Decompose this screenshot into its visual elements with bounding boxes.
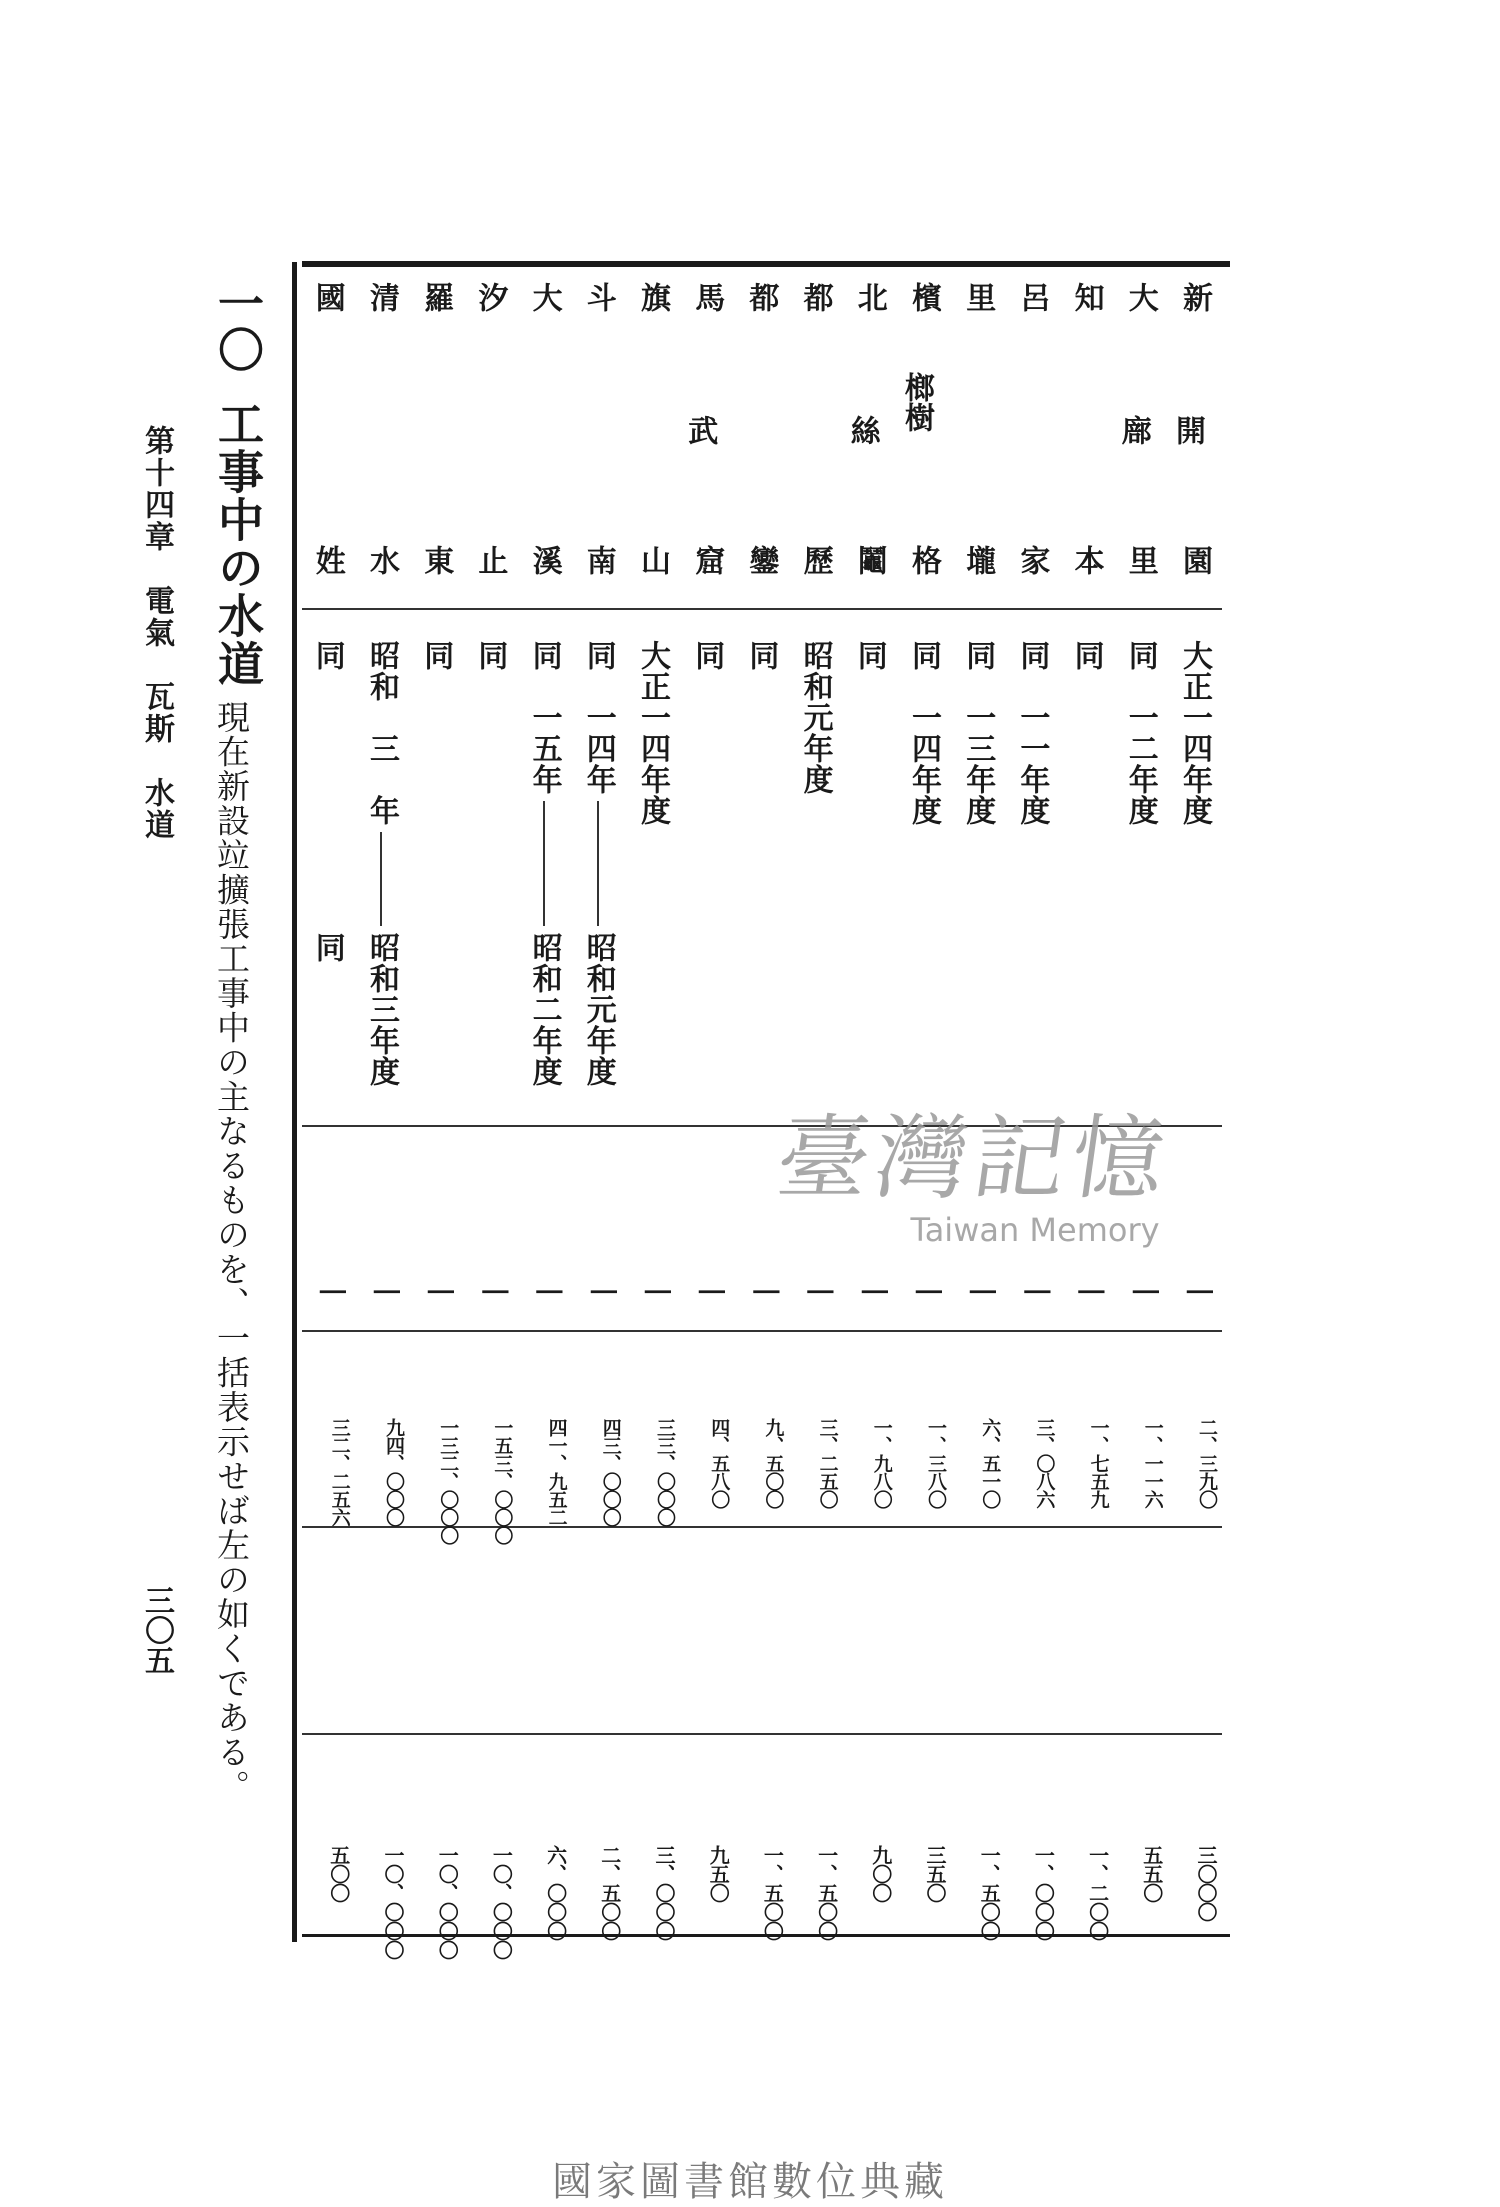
row-10-name_mid: 武 (682, 415, 718, 445)
row-11-name_bot: 山 (635, 545, 670, 575)
row-13-value: 四一、九五二 (545, 1418, 568, 1526)
row-17-name_top: 國 (309, 282, 345, 312)
row-17-mark: | (318, 1287, 349, 1297)
row-10-value: 四、五八〇 (708, 1418, 731, 1508)
row-12-period-connector (597, 801, 599, 926)
row-5-pop: 一、五〇〇 (977, 1845, 1002, 1940)
row-4-name_bot: 家 (1014, 545, 1050, 575)
rule-before-pop (302, 1733, 1222, 1735)
row-9-pop: 一、五〇〇 (760, 1845, 785, 1940)
row-17-value: 三二、二五六 (328, 1418, 351, 1526)
row-2-mark: | (1131, 1287, 1162, 1297)
row-14-value: 一五三、〇〇〇 (491, 1418, 514, 1544)
row-8-pop: 一、五〇〇 (814, 1845, 839, 1940)
row-16-period_end: 昭和三年度 (364, 932, 399, 1087)
row-7-pop: 九〇〇 (868, 1845, 893, 1902)
row-11-name_top: 旗 (635, 282, 670, 312)
row-12-period: 同 一四年 (580, 640, 616, 795)
watermark (740, 1085, 1210, 1249)
row-1-name_bot: 園 (1177, 545, 1212, 575)
row-1-mark: | (1186, 1287, 1216, 1297)
row-17-name_bot: 姓 (309, 545, 345, 575)
row-6-name_top: 檳 (906, 282, 941, 312)
row-4-mark: | (1023, 1287, 1054, 1297)
row-1-name_top: 新 (1177, 282, 1212, 312)
row-2-name_mid: 廍 (1115, 415, 1151, 445)
row-16-value: 九四、〇〇〇 (383, 1418, 405, 1526)
row-6-period: 同 一四年度 (906, 640, 941, 826)
row-4-pop: 一、〇〇〇 (1031, 1845, 1056, 1940)
row-6-name_bot: 格 (906, 545, 941, 575)
row-8-mark: | (806, 1287, 837, 1297)
row-10-mark: | (698, 1287, 729, 1297)
row-1-value: 二、三九〇 (1196, 1418, 1218, 1508)
section-number: 一〇 (211, 280, 265, 372)
row-14-name_bot: 止 (472, 545, 508, 575)
row-16-period: 昭和 三 年 (364, 640, 399, 826)
row-14-period: 同 (472, 640, 508, 671)
row-15-name_bot: 東 (418, 545, 454, 575)
table-left-rule (292, 262, 297, 1942)
row-11-value: 三三、〇〇〇 (654, 1418, 676, 1526)
row-15-value: 一三二、〇〇〇 (437, 1418, 460, 1544)
row-16-period-connector (380, 832, 382, 926)
row-4-value: 三、〇八六 (1033, 1418, 1056, 1508)
row-7-name_top: 北 (851, 282, 887, 312)
row-12-name_top: 斗 (580, 282, 616, 312)
row-1-pop: 三〇〇〇 (1194, 1845, 1218, 1921)
row-6-mark: | (915, 1287, 945, 1297)
row-9-name_bot: 鑾 (743, 545, 779, 575)
row-1-name_mid: 開 (1170, 415, 1205, 445)
row-13-period: 同 一五年 (526, 640, 562, 795)
row-7-name_bot: 鬮 (851, 545, 887, 575)
row-12-name_bot: 南 (580, 545, 616, 575)
row-6-name_mid: 榔樹 (899, 372, 934, 432)
rule-after-names (302, 608, 1222, 610)
row-2-name_top: 大 (1122, 282, 1158, 312)
row-8-period: 昭和元年度 (797, 640, 833, 795)
row-13-name_top: 大 (526, 282, 562, 312)
row-1-period: 大正一四年度 (1177, 640, 1212, 826)
row-13-period-connector (543, 801, 545, 926)
row-7-mark: | (860, 1287, 891, 1297)
row-11-period: 大正一四年度 (635, 640, 670, 826)
row-15-name_top: 羅 (418, 282, 454, 312)
row-3-pop: 一、二〇〇 (1085, 1845, 1110, 1940)
footer-credit: 國家圖書館數位典藏 (552, 2159, 948, 2205)
rule-after-marks (302, 1330, 1222, 1332)
row-16-name_bot: 水 (364, 545, 399, 575)
row-8-value: 三、二五〇 (816, 1418, 839, 1508)
row-14-name_top: 汐 (472, 282, 508, 312)
row-3-mark: | (1077, 1287, 1108, 1297)
row-10-name_top: 馬 (689, 282, 725, 312)
row-11-mark: | (644, 1287, 674, 1297)
row-5-name_top: 里 (960, 282, 996, 312)
row-2-name_bot: 里 (1122, 545, 1158, 575)
section-title: 工事中の水道 (211, 400, 265, 688)
row-6-value: 一、三八〇 (925, 1418, 947, 1508)
row-7-value: 一、九八〇 (870, 1418, 893, 1508)
row-7-name_mid: 絲 (844, 415, 880, 445)
row-17-period: 同 (309, 640, 345, 671)
row-13-mark: | (535, 1287, 566, 1297)
row-9-period: 同 (743, 640, 779, 671)
row-4-period: 同 一一年度 (1014, 640, 1050, 826)
watermark-script: 臺灣記憶 (770, 1105, 1178, 1212)
row-12-mark: | (589, 1287, 620, 1297)
row-16-pop: 一〇、〇〇〇 (381, 1845, 405, 1959)
page-number: 三〇五 (139, 1585, 174, 1675)
row-12-value: 四三、〇〇〇 (599, 1418, 622, 1526)
row-2-pop: 五五〇 (1139, 1845, 1164, 1902)
row-13-pop: 六、〇〇〇 (543, 1845, 568, 1940)
row-16-mark: | (373, 1287, 403, 1297)
row-9-name_top: 都 (743, 282, 779, 312)
row-17-period_end: 同 (309, 932, 345, 963)
row-15-pop: 一〇、〇〇〇 (435, 1845, 460, 1959)
row-17-pop: 五〇〇 (326, 1845, 351, 1902)
chapter-header: 第十四章 電氣 瓦斯 水道 (139, 425, 174, 841)
row-15-mark: | (427, 1287, 458, 1297)
row-3-value: 一、七五九 (1087, 1418, 1110, 1508)
row-11-pop: 三、〇〇〇 (652, 1845, 676, 1940)
row-16-name_top: 清 (364, 282, 399, 312)
row-14-pop: 一〇、〇〇〇 (489, 1845, 514, 1959)
row-14-mark: | (481, 1287, 512, 1297)
row-2-period: 同 一二年度 (1122, 640, 1158, 826)
row-8-name_top: 都 (797, 282, 833, 312)
row-6-pop: 三五〇 (923, 1845, 947, 1902)
row-3-name_bot: 本 (1068, 545, 1104, 575)
row-13-name_bot: 溪 (526, 545, 562, 575)
row-5-mark: | (969, 1287, 1000, 1297)
row-10-pop: 九五〇 (706, 1845, 731, 1902)
watermark-latin: Taiwan Memory (910, 1211, 1160, 1249)
row-3-name_top: 知 (1068, 282, 1104, 312)
row-3-period: 同 (1068, 640, 1104, 671)
row-10-period: 同 (689, 640, 725, 671)
row-7-period: 同 (851, 640, 887, 671)
row-2-value: 一、一一六 (1141, 1418, 1164, 1508)
row-5-name_bot: 壠 (960, 545, 996, 575)
row-12-pop: 二、五〇〇 (597, 1845, 622, 1940)
row-15-period: 同 (418, 640, 454, 671)
intro-text: 現在新設竝擴張工事中の主なるものを、一括表示せば左の如くである。 (212, 700, 251, 1804)
row-10-name_bot: 窟 (689, 545, 725, 575)
row-13-period_end: 昭和二年度 (526, 932, 562, 1087)
row-12-period_end: 昭和元年度 (580, 932, 616, 1087)
table-top-rule (302, 261, 1230, 267)
row-9-mark: | (752, 1287, 783, 1297)
row-5-period: 同 一三年度 (960, 640, 996, 826)
row-8-name_bot: 歷 (797, 545, 833, 575)
row-5-value: 六、五一〇 (979, 1418, 1002, 1508)
row-4-name_top: 呂 (1014, 282, 1050, 312)
row-9-value: 九、五〇〇 (762, 1418, 785, 1508)
